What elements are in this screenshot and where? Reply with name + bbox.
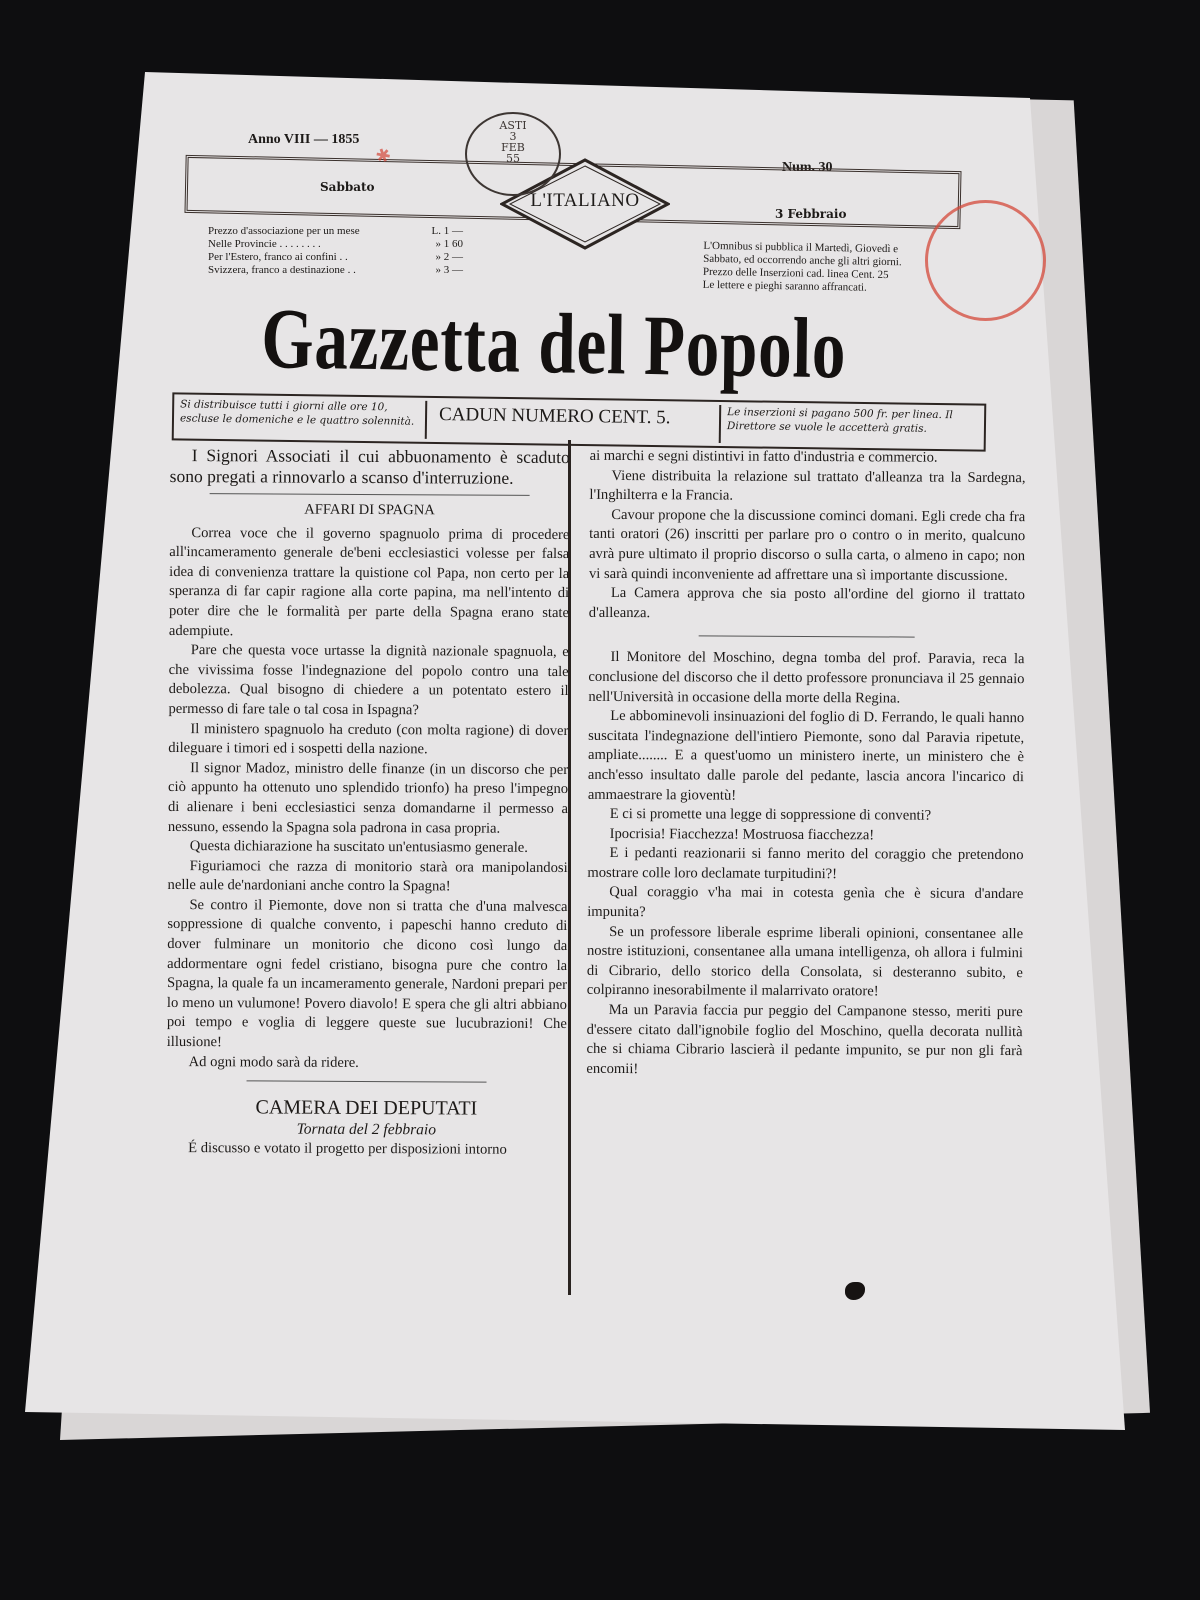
price-value: » 1 60 [435,238,463,250]
right-column [586,447,1025,1082]
paragraph: Ipocrisia! Fiacchezza! Mostruosa fiacchezza! [609,825,875,844]
paragraph: Ma un Paravia faccia pur peggio del Campanone stesso, meriti pure d'essere citato dall'ignobile foglio del Moschino, quella decorata nullità che si chiama Cibrario lascierà il pedante impunito, se pur non gli farà encomii! [586,1002,1023,1077]
price-row [208,238,463,251]
masthead-title: Gazzetta del Popolo [260,289,847,397]
camera-title: CAMERA DEI DEPUTATI [255,1096,478,1120]
price-table [208,225,463,277]
price-label: Svizzera, franco a destinazione . . [208,264,356,276]
paragraph: Se contro il Piemonte, dove non si tratta che d'una malvesca soppressione di qualche convento, i papeschi hanno creduto di dover fulminare un monitorio che dicono così lungo da addormentare ogni fedel cristiano, bisogna pure che contro la Spagna, la quale fa un incameramento generale, Nardoni prepari per lo meno un vulumone! Povero diavolo! E spera che gli altri abbiano poi tempo e voglia di leggere queste sue lucubrazioni! Che illusione! [166,896,568,1051]
camera-subtitle: Tornata del 2 febbraio [296,1120,437,1139]
paragraph: Viene distribuita la relazione sul trattato d'alleanza tra la Sardegna, l'Inghilterra e la Francia. [589,467,1026,504]
paragraph: Questa dichiarazione ha suscitato un'entusiasmo generale. [189,838,528,856]
section-title: AFFARI DI SPAGNA [304,501,435,519]
price-value: » 2 — [435,251,463,263]
paragraph: E i pedanti reazionarii si fanno merito del coraggio che pretendono mostrare colle loro declamate turpitudini?! [587,845,1024,883]
notice-line: Sabbato, ed occorrendo anche gli altri giorni. [703,252,902,269]
price-label: Per l'Estero, franco ai confini . . [208,251,348,263]
red-stamp-mark: ✱ [372,143,395,169]
distribution-note: Si distribuisce tutti i giorni alle ore 10, escluse le domeniche e le quattro solennità. [180,397,428,438]
paragraph: Ad ogni modo sarà da ridere. [188,1053,359,1071]
paragraph: Il signor Madoz, ministro delle finanze (in un discorso che per ciò appunto ha ottenuto uno splendido trionfo) ha preso l'impegno di alienare i beni ecclesiastici senza domandarne il permesso a nessuno, essendo la Spagna sola padrona in casa propria. [167,759,569,837]
paragraph: Pare che questa voce urtasse la dignità nazionale spagnuola, e che vivissima fosse l'indegnazione del popolo contro una tale debolezza. Qual bisogno di chiedere a un potentato estero il permesso di fare tale o tal cosa in Ispagna? [168,642,569,719]
subscription-notice: I Signori Associati il cui abbuonamento è scaduto sono pregati a rinnovarlo a scanso d'interruzione. [169,445,570,488]
price-label: Nelle Provincie . . . . . . . . [208,238,321,250]
paragraph: La Camera approva che sia posto all'ordine del giorno il trattato d'alleanza. [588,585,1025,621]
paragraph: Se un professore liberale esprime liberali opinioni, consentanee alle nostre istituzioni, consentanee alla umana intelligenza, oh allora i fulmini di Cibrario, dello storico della Consolata, si desteranno subito, e colpiranno inesorabilmente il malarrivato oratore! [586,923,1024,1000]
emblem-text: L'ITALIANO [530,190,640,211]
paragraph: Cavour propone che la discussione cominci domani. Egli crede cha fra tanti oratori (26) inscritti per parlare pro o contro o in merito, qualcuno avrà pure ultimato il proprio discorso o sulla carta, o almeno in capo; non vi sarà quindi inconveniente ad affrettare una sì importante discussione. [588,506,1026,584]
publication-notice [703,240,954,296]
price-row [208,225,463,238]
paragraph: Le abbominevoli insinuazioni del foglio di D. Ferrando, le quali hanno suscitata l'indegnazione dell'intiero Piemonte, sono dal Paravia ripetute, ampliate........ E a quest'uomo un ministero inerte, un ministero che è anch'esso insultato dalle parole del pedante, lascia ancora l'incarico di ammaestrare la gioventù! [587,708,1025,804]
postmark-line: ASTI [499,119,527,132]
notice-line: L'Omnibus si pubblica il Martedì, Giovedì e [703,239,899,256]
insertions-note: Le inserzioni si pagano 500 fr. per linea. Il Direttore se vuole le accetterà gratis. [719,405,986,447]
paragraph: Correa voce che il governo spagnuolo prima di procedere all'incameramento generale de'beni ecclesiastici volesse per falsa idea di convenienza trattare la quistione col Papa, non certo per la speranza di far capir ragione alla corte papina, ma nell'intento di poter dire che le formalità per parte della Spagna erano state adempiute. [168,524,570,639]
issue-date: 3 Febbraio [775,207,847,221]
notice-line: Le lettere e pieghi saranno affrancati. [702,278,867,294]
issue-year: Anno VIII — 1855 [248,132,360,147]
postmark-line: 3 [509,130,517,143]
left-column [166,445,570,1160]
paragraph: Il Monitore del Moschino, degna tomba del prof. Paravia, reca la conclusione del discorso che il detto professore pronunciava il 25 gennaio nell'Università in occasione della morte della Regina. [588,649,1025,707]
postmark-line: 55 [506,152,520,165]
section-rule [210,493,530,496]
notice-line: Prezzo delle Inserzioni cad. linea Cent. 25 [702,265,889,282]
price-per-issue: CADUN NUMERO CENT. 5. [438,404,671,429]
paragraph: Qual coraggio v'ha mai in cotesta genìa che è sicura d'andare impunita? [587,884,1024,921]
price-value: L. 1 — [431,225,463,237]
paragraph: E ci si promette una legge di soppressione di conventi? [609,806,932,824]
price-row [208,264,463,277]
issue-number: Num. 30 [782,160,833,175]
paragraph: Il ministero spagnuolo ha creduto (con molta ragione) di dover dileguare i timori ed i sospetti della nazione. [168,720,569,758]
section-rule [699,636,915,638]
paragraph: ai marchi e segni distintivi in fatto d'industria e commercio. [589,447,938,466]
postmark-asti [465,112,561,196]
price-value: » 3 — [435,264,463,276]
price-label: Prezzo d'associazione per un mese [208,225,360,237]
postmark-line: FEB [501,141,525,154]
paragraph: Figuriamoci che razza di monitorio starà ora manipolandosi nelle aule de'nardoniani anche contro la Spagna! [167,857,568,895]
paragraph: É discusso e votato il progetto per disposizioni intorno [188,1139,507,1158]
section-rule [247,1081,487,1083]
price-row [208,251,463,264]
weekday: Sabbato [320,180,375,194]
